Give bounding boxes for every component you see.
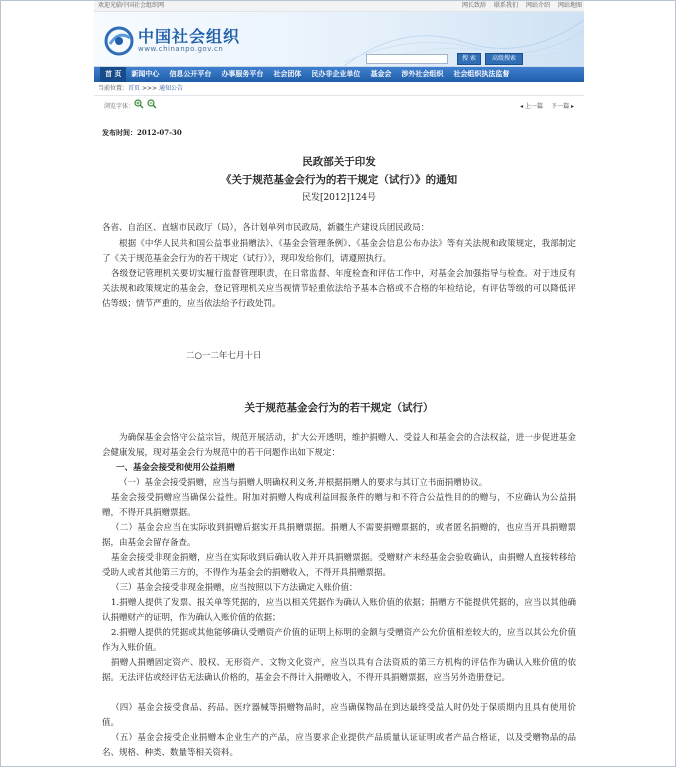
notice-date: 二○一二年七月十日 — [186, 351, 262, 361]
article-tools — [94, 96, 584, 112]
regulation-paragraph-9: （四）基金会接受食品、药品、医疗器械等捐赠物品时，应当确保物品在到达最终受益人时仍处于保质期内且具有使用价值。 — [102, 703, 576, 728]
zoom-in-icon[interactable] — [134, 99, 144, 109]
section-heading-1: 一、基金会接受和使用公益捐赠 — [116, 463, 236, 473]
nav-item-news[interactable]: 新闻中心 — [131, 70, 160, 78]
nav-item-enforcement[interactable]: 社会组织执法监督 — [453, 70, 510, 78]
search-input[interactable] — [366, 54, 448, 64]
nav-item-social-groups[interactable]: 社会团体 — [273, 70, 302, 78]
site-logo-icon[interactable] — [104, 26, 134, 56]
page-content — [94, 1, 584, 767]
regulation-intro: 为确保基金会恪守公益宗旨，规范开展活动，扩大公开透明，维护捐赠人、受益人和基金会的合法权益，进一步促进基金会健康发展，现对基金会行为规范中的若干问题作出如下规定： — [102, 433, 576, 458]
font-size-label: 浏览字体： — [104, 103, 135, 110]
top-link-sitemap[interactable]: 网站地图 — [557, 2, 582, 9]
top-link-contact[interactable]: 联系我们 — [493, 2, 518, 9]
top-link-about[interactable]: 网站介绍 — [525, 2, 550, 9]
regulation-paragraph-3: （二）基金会应当在实际收到捐赠后据实开具捐赠票据。捐赠人不需要捐赠票据的，或者匿名捐赠的，也应当开具捐赠票据，由基金会留存备查。 — [102, 523, 576, 548]
top-links — [462, 1, 582, 11]
prev-article-label: 上一篇 — [525, 103, 544, 110]
advanced-search-button[interactable]: 高级搜索 — [485, 53, 523, 65]
breadcrumb — [94, 82, 584, 96]
nav-item-foundations[interactable]: 基金会 — [370, 70, 392, 78]
regulation-paragraph-5: （三）基金会接受非现金捐赠，应当按照以下方法确定入账价值： — [111, 583, 358, 593]
addressee: 各省、自治区、直辖市民政厅（局），各计划单列市民政局，新疆生产建设兵团民政局： — [102, 223, 430, 233]
regulation-paragraph-6: 1.捐赠人提供了发票、报关单等凭据的，应当以相关凭据作为确认入账价值的依据；捐赠方不能提供凭据的，应当以其他确认捐赠财产的证明，作为确认入账价值的依据； — [102, 598, 576, 623]
regulation-paragraph-2: 基金会接受捐赠应当确保公益性。附加对捐赠人构成利益回报条件的赠与和不符合公益性目的的赠与，不应确认为公益捐赠，不得开具捐赠票据。 — [102, 493, 576, 518]
regulation-paragraph-1: （一）基金会接受捐赠，应当与捐赠人明确权利义务,并根据捐赠人的要求与其订立书面捐赠协议。 — [119, 478, 488, 488]
breadcrumb-home[interactable]: 首页 — [128, 85, 141, 92]
prev-article-link[interactable]: ◂ 上一篇 — [520, 103, 544, 110]
nav-item-foreign-orgs[interactable]: 涉外社会组织 — [401, 70, 444, 78]
next-article-label: 下一篇 — [551, 103, 570, 110]
notice-paragraph-1: 根据《中华人民共和国公益事业捐赠法》、《基金会管理条例》、《基金会信息公布办法》等有关法规和政策规定，我部制定了《关于规范基金会行为的若干规定（试行）》，现印发给你们，请遵照执行。 — [102, 239, 576, 264]
publish-time: 发布时间：2012-07-30 — [102, 128, 182, 137]
next-article-link[interactable]: 下一篇 ▸ — [551, 103, 574, 110]
nav-item-info-disclosure[interactable]: 信息公开平台 — [169, 70, 212, 78]
site-banner — [94, 12, 584, 67]
article-title-line2: 《关于规范基金会行为的若干规定（试行）》的通知 — [220, 174, 458, 186]
article-pager — [520, 101, 574, 110]
breadcrumb-current[interactable]: 通知公告 — [158, 85, 183, 92]
regulation-title: 关于规范基金会行为的若干规定（试行） — [244, 402, 434, 414]
regulation-paragraph-8: 捐赠人捐赠固定资产、股权、无形资产、文物文化资产，应当以具有合法资质的第三方机构的评估作为确认入账价值的依据。无法评估或经评估无法确认价格的，基金会不得计入捐赠收入，不得开具捐赠票据，应当另外造册登记。 — [102, 658, 576, 683]
nav-item-home[interactable]: 首 页 — [100, 67, 126, 82]
article-title-line1: 民政部关于印发 — [302, 156, 376, 168]
regulation-paragraph-10: （五）基金会接受企业捐赠本企业生产的产品，应当要求企业提供产品质量认证证明或者产品合格证，以及受赠物品的品名、规格、种类、数量等相关资料。 — [102, 733, 576, 758]
notice-paragraph-2: 各级登记管理机关要切实履行监督管理职责，在日常监督、年度检查和评估工作中，对基金会加强指导与检查。对于违反有关法规和政策规定的基金会，登记管理机关应当视情节轻重依法给予基本合格或不合格的年检结论，有评估等级的可以降低评估等级；情节严重的，应当依法给予行政处罚。 — [102, 269, 576, 309]
site-logo-title[interactable]: 中国社会组织 — [138, 27, 241, 46]
breadcrumb-prefix: 当前位置： — [98, 85, 129, 92]
regulation-paragraph-4: 基金会接受非现金捐赠，应当在实际收到后确认收入并开具捐赠票据。受赠财产未经基金会验收确认，由捐赠人直接转移给受助人或者其他第三方的，不得作为基金会的捐赠收入，不得开具捐赠票据。 — [102, 553, 576, 578]
welcome-text: 欢迎光临中国社会组织网 — [98, 2, 165, 9]
search-button[interactable]: 搜 索 — [457, 53, 481, 65]
breadcrumb-separator: >>> — [141, 85, 158, 92]
top-bar — [94, 1, 584, 12]
site-logo-url: www.chinanpo.gov.cn — [138, 45, 224, 53]
nav-item-private-nonenterprise[interactable]: 民办非企业单位 — [311, 70, 361, 78]
document-number: 民发[2012]124号 — [301, 193, 377, 203]
top-link-director[interactable]: 网长致辞 — [461, 2, 486, 9]
main-nav — [94, 67, 584, 82]
regulation-paragraph-7: 2.捐赠人提供的凭据或其他能够确认受赠资产价值的证明上标明的金额与受赠资产公允价值相差较大的，应当以其公允价值作为入账价值。 — [102, 628, 576, 653]
zoom-out-icon[interactable] — [147, 99, 157, 109]
nav-item-services[interactable]: 办事服务平台 — [221, 70, 264, 78]
